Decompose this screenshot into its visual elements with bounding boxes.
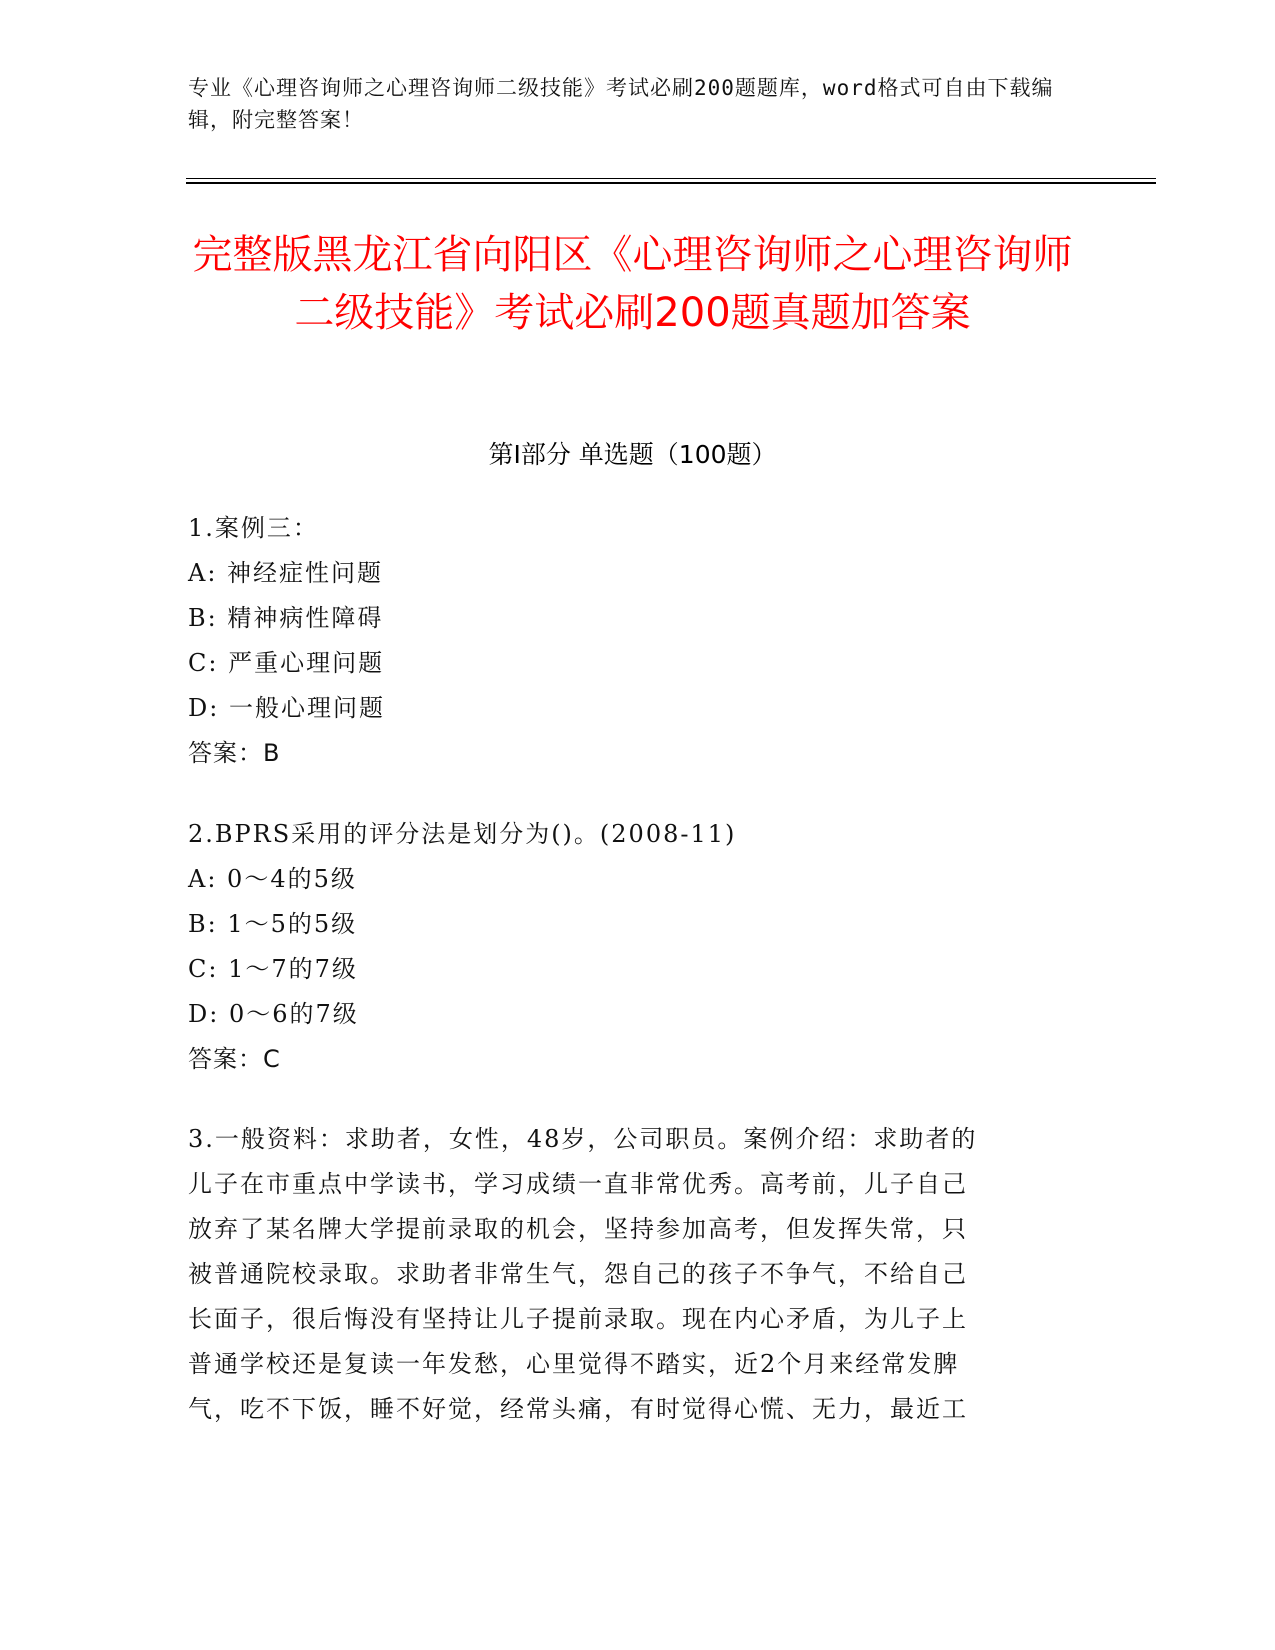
- question-stem-line: 放弃了某名牌大学提前录取的机会，坚持参加高考，但发挥失常，只: [188, 1215, 968, 1243]
- question-2: [188, 812, 1078, 1082]
- document-title: 完整版黑龙江省向阳区《心理咨询师之心理咨询师二级技能》考试必刷200题真题加答案: [192, 232, 1073, 336]
- question-stem-line: 气，吃不下饭，睡不好觉，经常头痛，有时觉得心慌、无力，最近工: [188, 1395, 968, 1423]
- question-stem-line: 普通学校还是复读一年发愁，心里觉得不踏实，近2个月来经常发脾: [188, 1350, 960, 1378]
- option-a: A: 神经症性问题: [188, 559, 384, 587]
- option-c: C: 严重心理问题: [188, 649, 385, 677]
- question-stem-line: 3.一般资料：求助者，女性，48岁，公司职员。案例介绍：求助者的: [188, 1125, 978, 1153]
- header-note: 专业《心理咨询师之心理咨询师二级技能》考试必刷200题题库，word格式可自由下载编辑，附完整答案！: [188, 76, 1054, 132]
- question-3: [188, 1117, 1078, 1432]
- option-b: B: 1～5的5级: [188, 910, 358, 938]
- question-stem-line: 儿子在市重点中学读书，学习成绩一直非常优秀。高考前，儿子自己: [188, 1170, 968, 1198]
- question-stem: 2.BPRS采用的评分法是划分为()。(2008-11): [188, 820, 737, 848]
- option-b: B: 精神病性障碍: [188, 604, 384, 632]
- question-stem-line: 被普通院校录取。求助者非常生气，怨自己的孩子不争气，不给自己: [188, 1260, 968, 1288]
- answer: 答案：B: [188, 739, 281, 767]
- section-heading: 第Ⅰ部分 单选题（100题）: [488, 440, 777, 469]
- header-divider-thin: [186, 178, 1156, 179]
- option-d: D: 一般心理问题: [188, 694, 385, 722]
- question-stem: 1.案例三：: [188, 514, 319, 542]
- question-1: [188, 506, 1078, 776]
- question-stem-line: 长面子，很后悔没有坚持让儿子提前录取。现在内心矛盾，为儿子上: [188, 1305, 968, 1333]
- option-d: D: 0～6的7级: [188, 1000, 359, 1028]
- header-divider-thick: [186, 182, 1156, 184]
- answer: 答案：C: [188, 1045, 281, 1073]
- option-c: C: 1～7的7级: [188, 955, 358, 983]
- option-a: A: 0～4的5级: [188, 865, 357, 893]
